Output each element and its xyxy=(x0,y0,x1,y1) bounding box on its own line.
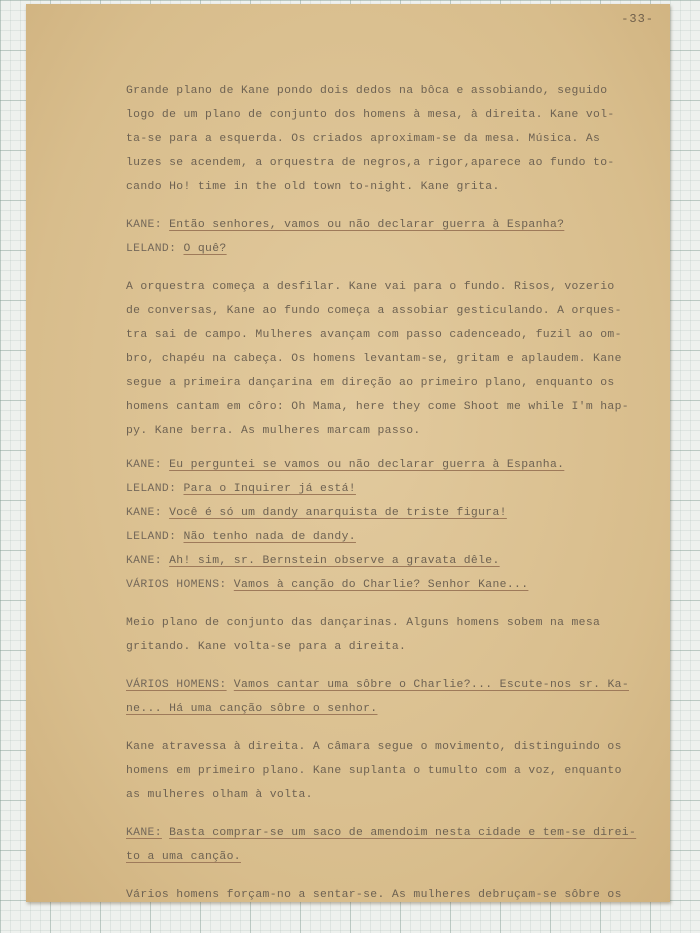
dialogue-line xyxy=(126,673,646,697)
speaker-name: KANE: xyxy=(126,555,162,567)
dialogue-text: Basta comprar-se um saco de amendoim nesta cidade e tem-se direi- xyxy=(169,827,637,839)
speaker-name: KANE: xyxy=(126,507,162,519)
dialogue-block xyxy=(126,673,646,721)
speaker-name: KANE: xyxy=(126,219,162,231)
text-line: luzes se acendem, a orquestra de negros,a rigor,aparece ao fundo to- xyxy=(126,157,615,169)
dialogue-line xyxy=(126,237,646,261)
page-number: -33- xyxy=(621,12,654,26)
dialogue-line xyxy=(126,821,646,845)
action-paragraph xyxy=(126,611,646,659)
dialogue-text: Para o Inquirer já está! xyxy=(183,483,356,495)
action-paragraph xyxy=(126,275,646,443)
dialogue-continuation xyxy=(126,697,646,721)
speaker-name: LELAND: xyxy=(126,243,177,255)
text-line: homens cantam em côro: Oh Mama, here they come Shoot me while I'm hap- xyxy=(126,401,629,413)
action-paragraph xyxy=(126,735,646,807)
dialogue-line xyxy=(126,525,646,549)
text-line: A orquestra começa a desfilar. Kane vai para o fundo. Risos, vozerio xyxy=(126,281,615,293)
text-line: segue a primeira dançarina em direção ao primeiro plano, enquanto os xyxy=(126,377,615,389)
speaker-name: LELAND: xyxy=(126,483,177,495)
speaker-name: KANE: xyxy=(126,827,162,839)
dialogue-text: Não tenho nada de dandy. xyxy=(183,531,356,543)
text-line: cando Ho! time in the old town to-night. Kane grita. xyxy=(126,181,500,193)
text-line: homens em primeiro plano. Kane suplanta o tumulto com a voz, enquanto xyxy=(126,765,622,777)
dialogue-text: Ah! sim, sr. Bernstein observe a gravata dêle. xyxy=(169,555,500,567)
dialogue-line xyxy=(126,501,646,525)
text-line: Grande plano de Kane pondo dois dedos na bôca e assobiando, seguido xyxy=(126,85,608,97)
speaker-name: VÁRIOS HOMENS: xyxy=(126,579,227,591)
typewritten-page xyxy=(26,4,670,902)
dialogue-block xyxy=(126,821,646,869)
script-body xyxy=(126,79,646,907)
dialogue-text: Você é só um dandy anarquista de triste figura! xyxy=(169,507,507,519)
dialogue-line xyxy=(126,213,646,237)
text-line: de conversas, Kane ao fundo começa a assobiar gesticulando. A orques- xyxy=(126,305,622,317)
dialogue-block xyxy=(126,213,646,261)
dialogue-text: Vamos cantar uma sôbre o Charlie?... Escute-nos sr. Ka- xyxy=(233,679,629,691)
dialogue-line xyxy=(126,549,646,573)
text-line: tra sai de campo. Mulheres avançam com passo cadenceado, fuzil ao om- xyxy=(126,329,622,341)
speaker-name: VÁRIOS HOMENS: xyxy=(126,679,227,691)
dialogue-continuation xyxy=(126,845,646,869)
dialogue-text: ne... Há uma canção sôbre o senhor. xyxy=(126,703,378,715)
dialogue-line xyxy=(126,453,646,477)
text-line: as mulheres olham à volta. xyxy=(126,789,313,801)
text-line: Vários homens forçam-no a sentar-se. As mulheres debruçam-se sôbre os xyxy=(126,889,622,901)
dialogue-line xyxy=(126,477,646,501)
dialogue-text: Eu perguntei se vamos ou não declarar guerra à Espanha. xyxy=(169,459,565,471)
action-paragraph xyxy=(126,79,646,199)
dialogue-text: Então senhores, vamos ou não declarar guerra à Espanha? xyxy=(169,219,565,231)
dialogue-block xyxy=(126,453,646,597)
speaker-name: LELAND: xyxy=(126,531,177,543)
speaker-name: KANE: xyxy=(126,459,162,471)
dialogue-text: Vamos à canção do Charlie? Senhor Kane... xyxy=(233,579,529,591)
text-line: Meio plano de conjunto das dançarinas. Alguns homens sobem na mesa xyxy=(126,617,601,629)
text-line: logo de um plano de conjunto dos homens à mesa, à direita. Kane vol- xyxy=(126,109,615,121)
text-line: py. Kane berra. As mulheres marcam passo. xyxy=(126,425,421,437)
text-line: bro, chapéu na cabeça. Os homens levantam-se, gritam e aplaudem. Kane xyxy=(126,353,622,365)
text-line: ta-se para a esquerda. Os criados aproximam-se da mesa. Música. As xyxy=(126,133,601,145)
action-paragraph xyxy=(126,883,646,907)
text-line: gritando. Kane volta-se para a direita. xyxy=(126,641,407,653)
dialogue-text: O quê? xyxy=(183,243,227,255)
dialogue-text: to a uma canção. xyxy=(126,851,241,863)
dialogue-line xyxy=(126,573,646,597)
text-line: Kane atravessa à direita. A câmara segue o movimento, distinguindo os xyxy=(126,741,622,753)
